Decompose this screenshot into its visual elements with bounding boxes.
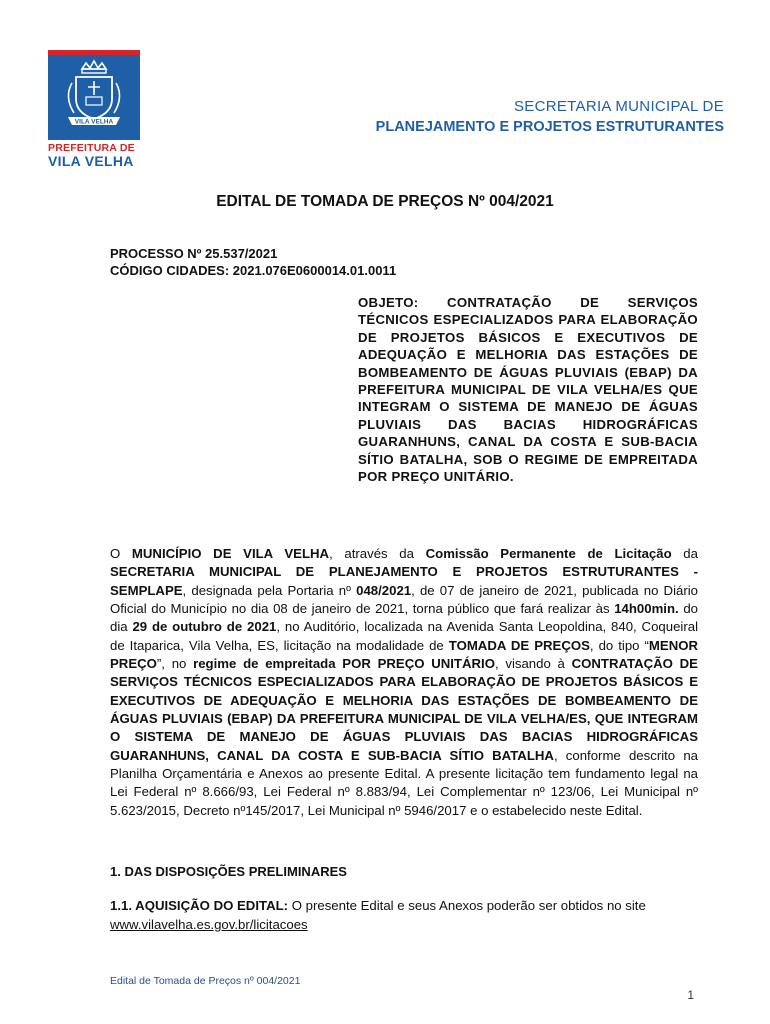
objeto-block: OBJETO: CONTRATAÇÃO DE SERVIÇOS TÉCNICOS ESPECIALIZADOS PARA ELABORAÇÃO DE PROJETOS BÁSICOS E EXECUTIVOS DE ADEQUAÇÃO E MELHORIA DAS ESTAÇÕES DE BOMBEAMENTO DE ÁGUAS PLUVIAIS (EBAP) DA PREFEITURA MUNICIPAL DE VILA VELHA/ES QUE INTEGRAM O SISTEMA DE MANEJO DE ÁGUAS PLUVIAIS DAS BACIAS HIDROGRÁFICAS GUARANHUNS, CANAL DA COSTA E SUB-BACIA SÍTIO BATALHA, SOB O REGIME DE EMPREITADA POR PREÇO UNITÁRIO. [358, 295, 698, 485]
bold-span: 29 de outubro de 2021 [132, 619, 277, 635]
section-heading-1: 1. DAS DISPOSIÇÕES PRELIMINARES [110, 864, 347, 879]
text-span: , de 07 de janeiro de 2021, publicada no Diário Oficial do Município no dia 08 de janeiro de 2021, torna público que fará realizar às [110, 582, 698, 617]
section-1-1-label: 1.1. AQUISIÇÃO DO EDITAL: [110, 898, 289, 913]
section-1-1 [110, 897, 698, 934]
header-line1: SECRETARIA MUNICIPAL DE [514, 98, 724, 115]
logo-caption [48, 142, 158, 169]
header-line2: PLANEJAMENTO E PROJETOS ESTRUTURANTES [375, 119, 724, 135]
bold-span: MENOR PREÇO [110, 637, 698, 672]
svg-text:VILA VELHA: VILA VELHA [74, 118, 114, 126]
bold-span: CONTRATAÇÃO DE SERVIÇOS TÉCNICOS ESPECIALIZADOS PARA ELABORAÇÃO DE PROJETOS BÁSICOS E EXECUTIVOS DE ADEQUAÇÃO E MELHORIA DAS ESTAÇÕES DE BOMBEAMENTO DE ÁGUAS PLUVIAIS (EBAP) DA PREFEITURA MUNICIPAL DE VILA VELHA/ES, QUE INTEGRAM O SISTEMA DE MANEJO DE ÁGUAS PLUVIAIS DAS BACIAS HIDROGRÁFICAS GUARANHUNS, CANAL DA COSTA E SUB-BACIA SÍTIO BATALHA [110, 656, 698, 763]
logo-caption-line2: VILA VELHA [48, 153, 134, 169]
text-span: O [110, 546, 132, 561]
text-span: , designada pela Portaria nº [182, 582, 357, 598]
logo-caption-line1: PREFEITURA DE [48, 142, 135, 154]
bold-span: TOMADA DE PREÇOS [448, 637, 590, 653]
text-span: da [671, 546, 698, 561]
prefeitura-logo [48, 50, 140, 140]
bold-span: 048/2021 [356, 582, 412, 598]
bold-span: Comissão Permanente de Licitação [425, 546, 672, 561]
text-span: , visando à [494, 656, 572, 672]
city-emblem-icon [48, 55, 140, 140]
bold-span: 14h00min. [614, 601, 679, 617]
codigo-cidades: CÓDIGO CIDADES: 2021.076E0600014.01.0011 [110, 263, 397, 278]
preamble-paragraph [110, 545, 698, 820]
processo-number: PROCESSO Nº 25.537/2021 [110, 246, 278, 261]
page-footer: Edital de Tomada de Preços nº 004/2021 [110, 975, 301, 987]
document-title: EDITAL DE TOMADA DE PREÇOS Nº 004/2021 [216, 193, 554, 210]
text-span: do dia [110, 601, 698, 635]
secretaria-header [376, 97, 724, 137]
text-span: , através da [329, 546, 426, 561]
text-span: , no Auditório, localizada na Avenida Santa Leopoldina, 840, Coqueiral de Itaparica, Vila Velha, ES, licitação na modalidade de [110, 619, 698, 653]
bold-span: regime de empreitada POR PREÇO UNITÁRIO [193, 656, 495, 672]
section-1-1-text: O presente Edital e seus Anexos poderão ser obtidos no site [288, 898, 646, 913]
text-span: ”, no [156, 656, 194, 672]
licitacoes-link[interactable]: www.vilavelha.es.gov.br/licitacoes [110, 916, 308, 932]
process-info [110, 245, 396, 279]
text-span: , conforme descrito na Planilha Orçamentária e Anexos ao presente Edital. A presente licitação tem fundamento legal na Lei Federal nº 8.666/93, Lei Federal nº 8.883/94, Lei Complementar nº 123/06, Lei Municipal nº 5.623/2015, Decreto nº145/2017, Lei Municipal nº 5946/2017 e o estabelecido neste Edital. [110, 747, 698, 818]
text-span: , do tipo “ [589, 637, 649, 653]
bold-span: MUNICÍPIO DE VILA VELHA [131, 546, 330, 561]
page-number: 1 [687, 988, 694, 1002]
bold-span: SECRETARIA MUNICIPAL DE PLANEJAMENTO E PROJETOS ESTRUTURANTES - SEMPLAPE [110, 564, 698, 598]
